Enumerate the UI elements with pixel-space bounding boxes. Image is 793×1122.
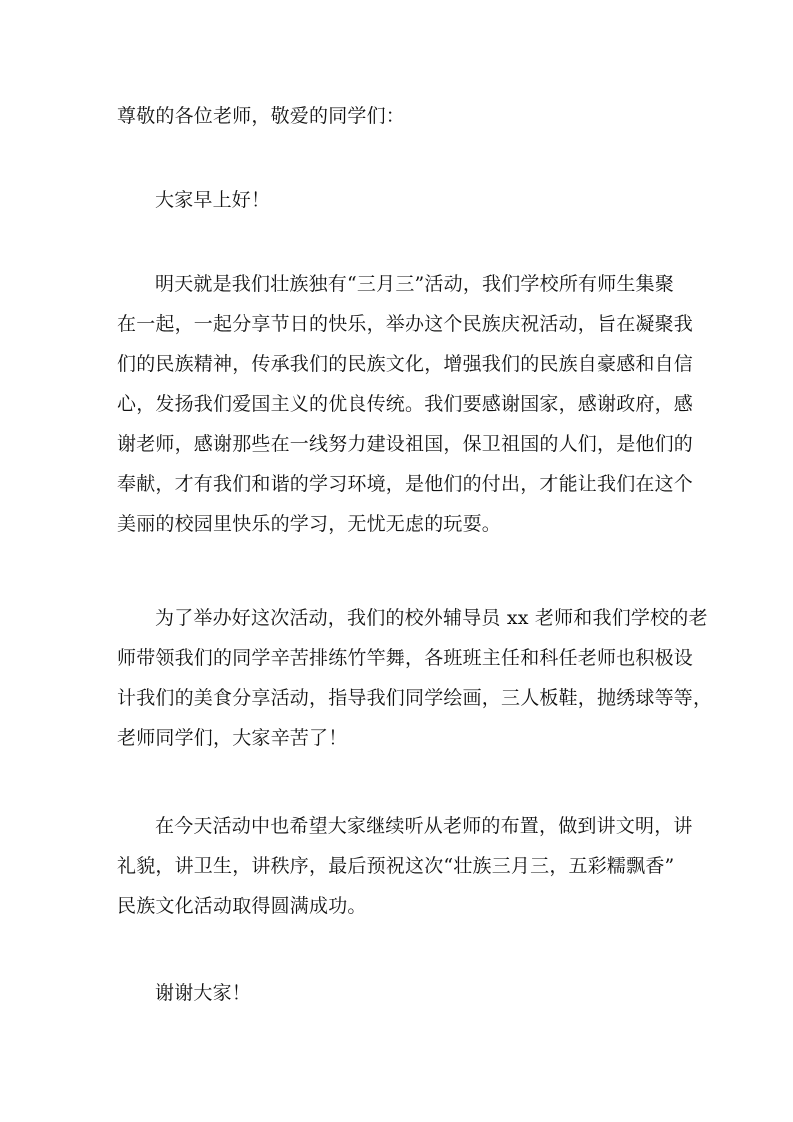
paragraph-1-line: 谢老师，感谢那些在一线努力建设祖国，保卫祖国的人们，是他们的 — [117, 433, 694, 455]
paragraph-2-line: 计我们的美食分享活动，指导我们同学绘画，三人板鞋，抛绣球等等， — [117, 687, 713, 709]
paragraph-2 — [117, 598, 713, 758]
paragraph-1-line: 们的民族精神，传承我们的民族文化，增强我们的民族自豪感和自信 — [117, 353, 694, 375]
paragraph-3 — [117, 806, 693, 926]
greeting — [117, 180, 681, 220]
paragraph-1-line: 美丽的校园里快乐的学习，无忧无虑的玩耍。 — [117, 513, 502, 535]
paragraph-1-line: 明天就是我们壮族独有“三月三”活动，我们学校所有师生集聚 — [155, 273, 675, 295]
paragraph-2-line: 师带领我们的同学辛苦排练竹竿舞，各班班主任和科任老师也积极设 — [117, 647, 694, 669]
closing — [117, 973, 681, 1013]
paragraph-3-line: 礼貌，讲卫生，讲秩序，最后预祝这次“壮族三月三，五彩糯飘香” — [117, 855, 675, 877]
paragraph-1-line: 在一起，一起分享节日的快乐，举办这个民族庆祝活动，旨在凝聚我 — [117, 313, 694, 335]
salutation — [117, 96, 681, 136]
closing-text: 谢谢大家！ — [155, 982, 252, 1004]
paragraph-3-line: 民族文化活动取得圆满成功。 — [117, 895, 367, 917]
salutation-text: 尊敬的各位老师，敬爱的同学们： — [117, 105, 406, 127]
paragraph-1-line: 心，发扬我们爱国主义的优良传统。我们要感谢国家，感谢政府，感 — [117, 393, 694, 415]
paragraph-1 — [117, 264, 694, 544]
paragraph-1-line: 奉献，才有我们和谐的学习环境，是他们的付出，才能让我们在这个 — [117, 473, 694, 495]
paragraph-2-line: 老师同学们，大家辛苦了！ — [117, 727, 348, 749]
greeting-text: 大家早上好！ — [155, 189, 271, 211]
paragraph-2-line: 为了举办好这次活动，我们的校外辅导员 xx 老师和我们学校的老 — [155, 607, 708, 629]
paragraph-3-line: 在今天活动中也希望大家继续听从老师的布置，做到讲文明，讲 — [155, 815, 693, 837]
